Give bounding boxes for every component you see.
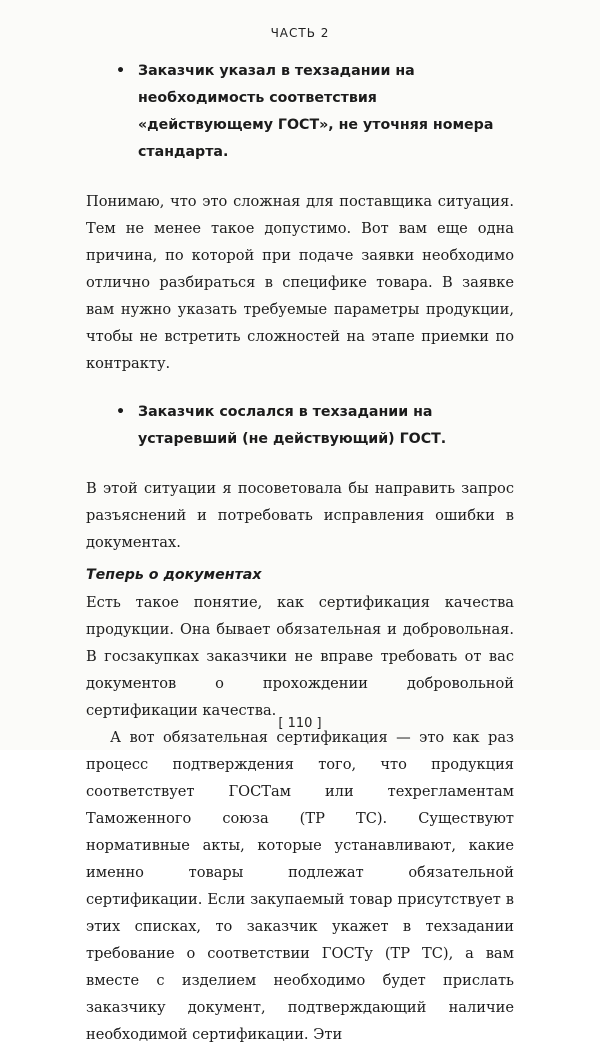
bullet-text: Заказчик указал в техзадании на необходимость соответствия «действующему ГОСТ», не уточняя номера стандарта. bbox=[138, 63, 494, 160]
bullet-item bbox=[116, 399, 514, 453]
bullet-text: Заказчик сослался в техзадании на устаревший (не действующий) ГОСТ. bbox=[138, 404, 447, 447]
bullet-item bbox=[116, 58, 514, 166]
bullet-icon: • bbox=[116, 404, 126, 420]
page-body bbox=[86, 58, 514, 1048]
paragraph: В этой ситуации я посоветовала бы направить запрос разъяснений и потребовать исправления ошибки в документах. bbox=[86, 480, 514, 551]
running-head: ЧАСТЬ 2 bbox=[270, 26, 330, 40]
section-subheading: Теперь о документах bbox=[86, 567, 262, 583]
page-number: [ 110 ] bbox=[278, 716, 322, 731]
bullet-icon: • bbox=[116, 63, 126, 79]
paragraph: Есть такое понятие, как сертификация качества продукции. Она бывает обязательная и добровольная. В госзакупках заказчики не вправе требовать от вас документов о прохождении добровольной сертификации качества. bbox=[86, 594, 514, 719]
paragraph: А вот обязательная сертификация — это как раз процесс подтверждения того, что продукция соответствует ГОСТам или техрегламентам Таможенного союза (ТР ТС). Существуют нормативные акты, которые устанавливают, какие именно товары подлежат обязательной сертификации. Если закупаемый товар присутствует в этих списках, то заказчик укажет в техзадании требование о соответствии ГОСТу (ТР ТС), а вам вместе с изделием необходимо будет прислать заказчику документ, подтверждающий наличие необходимой сертификации. Эти bbox=[86, 729, 514, 1043]
paragraph: Понимаю, что это сложная для поставщика ситуация. Тем не менее такое допустимо. Вот вам еще одна причина, по которой при подаче заявки необходимо отлично разбираться в специфике товара. В заявке вам нужно указать требуемые параметры продукции, чтобы не встретить сложностей на этапе приемки по контракту. bbox=[86, 193, 514, 372]
